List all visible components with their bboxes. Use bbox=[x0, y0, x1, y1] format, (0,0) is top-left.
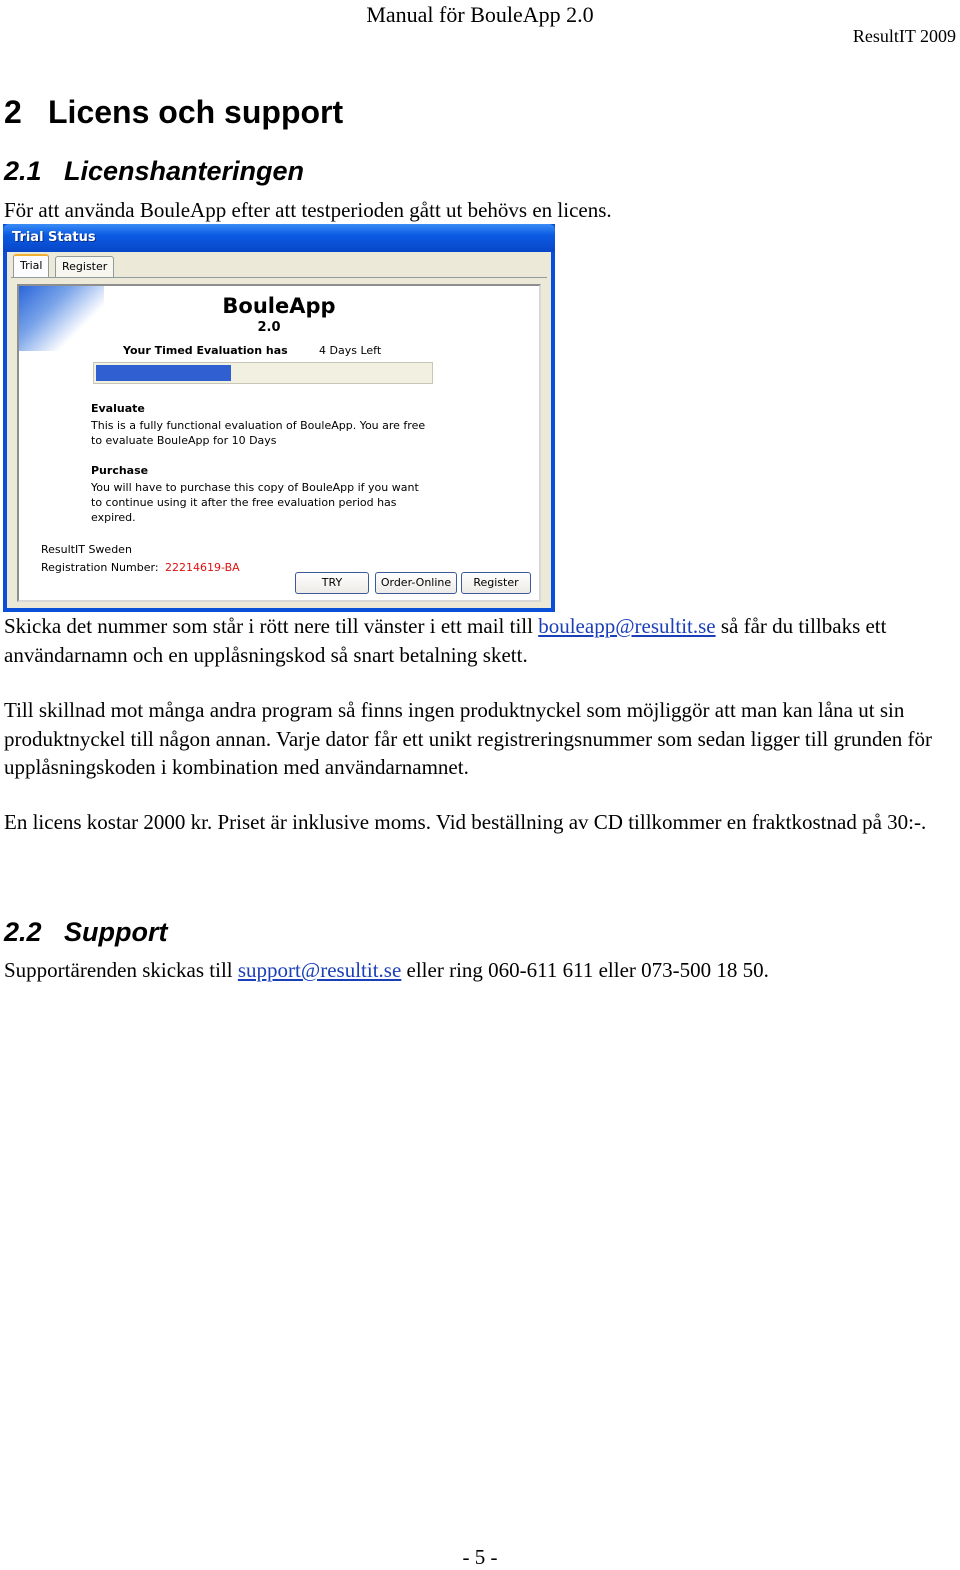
tab-divider bbox=[11, 277, 547, 278]
paragraph-support bbox=[4, 956, 954, 985]
paragraph-send-number bbox=[4, 612, 954, 669]
trial-status-dialog bbox=[3, 224, 555, 612]
trial-panel bbox=[17, 284, 541, 602]
app-version: 2.0 bbox=[257, 320, 281, 335]
section-number: 2 bbox=[4, 94, 22, 130]
dialog-titlebar bbox=[3, 224, 555, 252]
paragraph-text: eller ring 060-611 611 eller 073-500 18 50. bbox=[401, 958, 769, 982]
section-heading-2-1 bbox=[4, 156, 304, 187]
evaluation-label: Your Timed Evaluation has bbox=[123, 344, 288, 357]
evaluation-progress-bar bbox=[93, 362, 433, 384]
dialog-client-area bbox=[7, 252, 551, 608]
section-heading-2-2 bbox=[4, 917, 167, 948]
purchase-text: You will have to purchase this copy of BouleApp if you want to continue using it after the free evaluation period has expired. bbox=[91, 481, 419, 524]
section-heading-2 bbox=[4, 94, 343, 131]
section-number: 2.2 bbox=[4, 917, 42, 947]
paragraph-text: Skicka det nummer som står i rött nere till vänster i ett mail till bbox=[4, 614, 539, 638]
paragraph-no-product-key: Till skillnad mot många andra program så finns ingen produktnyckel som möjliggör att man kan låna ut sin produktnyckel till någon annan. Varje dator får ett unikt registreringsnummer som sedan ligger till grunden för upplåsningskoden i kombination med användarnamnet. bbox=[4, 698, 933, 779]
dialog-title: Trial Status bbox=[12, 230, 96, 245]
progress-fill bbox=[96, 365, 231, 381]
document-header-title: Manual för BouleApp 2.0 bbox=[366, 2, 594, 27]
registration-number-label: Registration Number: bbox=[41, 561, 159, 574]
company-name: ResultIT Sweden bbox=[41, 543, 132, 556]
days-left: 4 Days Left bbox=[319, 344, 382, 357]
email-link-support[interactable]: support@resultit.se bbox=[237, 958, 402, 982]
section-title: Licenshanteringen bbox=[64, 156, 305, 186]
section-title: Support bbox=[64, 917, 168, 947]
tab-register[interactable]: Register bbox=[55, 256, 114, 277]
intro-paragraph: För att använda BouleApp efter att testperioden gått ut behövs en licens. bbox=[4, 198, 612, 222]
paragraph-price: En licens kostar 2000 kr. Priset är inklusive moms. Vid beställning av CD tillkommer en fraktkostnad på 30:-. bbox=[4, 810, 927, 834]
registration-number: 22214619-BA bbox=[165, 561, 240, 574]
order-online-button[interactable]: Order-Online bbox=[375, 572, 457, 594]
email-link-bouleapp[interactable]: bouleapp@resultit.se bbox=[538, 614, 716, 638]
evaluate-heading: Evaluate bbox=[91, 402, 145, 415]
try-button[interactable]: TRY bbox=[295, 572, 369, 594]
register-button[interactable]: Register bbox=[461, 572, 531, 594]
paragraph-text: så får du tillbaks ett användarnamn och en upplåsningskod så snart betalning skett. bbox=[4, 614, 887, 667]
document-header-company: ResultIT 2009 bbox=[852, 26, 956, 46]
app-name: BouleApp bbox=[222, 294, 336, 318]
page-number: - 5 - bbox=[462, 1545, 498, 1569]
tab-trial[interactable]: Trial bbox=[13, 254, 49, 278]
purchase-heading: Purchase bbox=[91, 464, 149, 477]
section-number: 2.1 bbox=[4, 156, 42, 186]
evaluate-text: This is a fully functional evaluation of BouleApp. You are free to evaluate BouleApp for 10 Days bbox=[91, 419, 426, 447]
section-title: Licens och support bbox=[48, 94, 344, 130]
paragraph-text: Supportärenden skickas till bbox=[4, 958, 238, 982]
